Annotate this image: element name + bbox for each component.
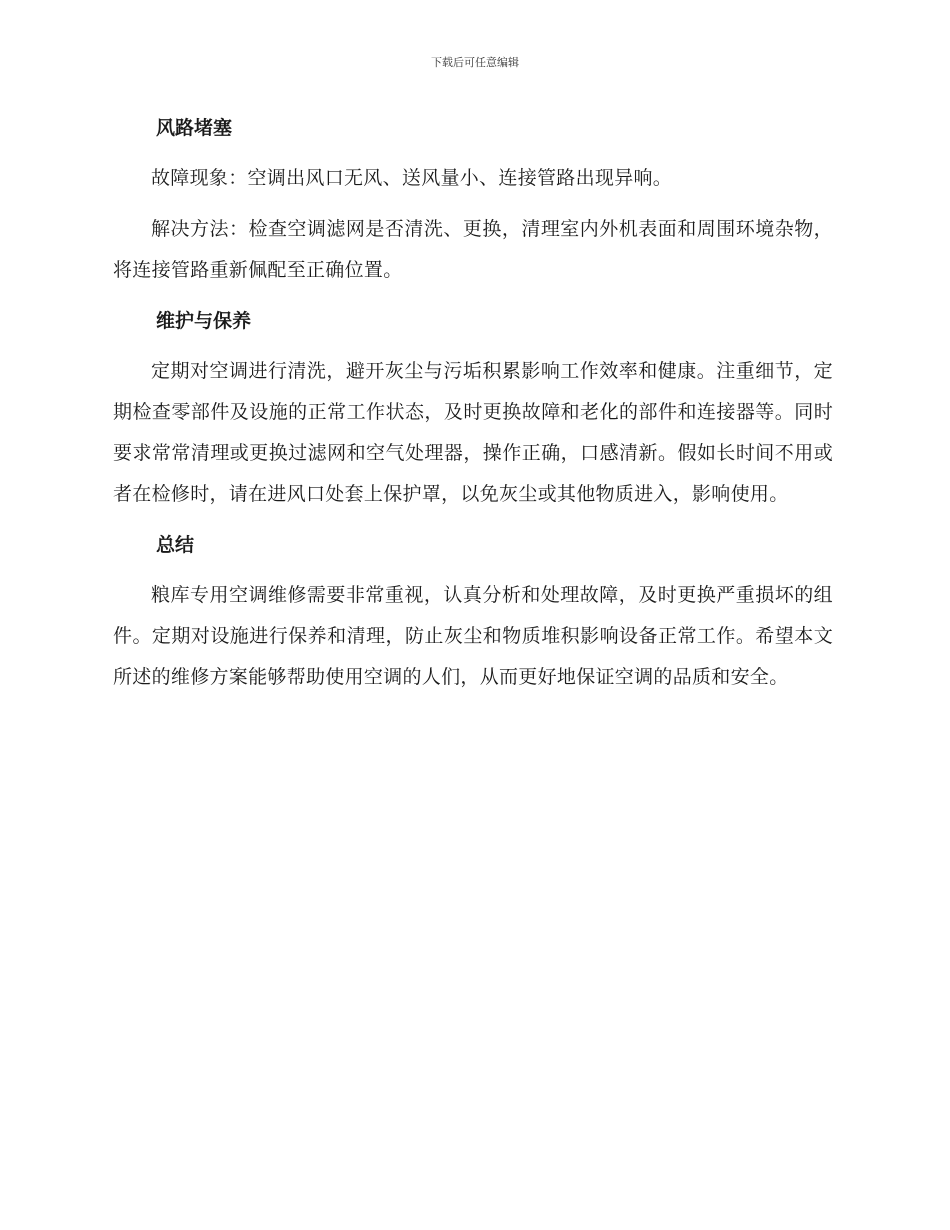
section-title-airflow-blockage: 风路堵塞	[156, 117, 233, 139]
document-body	[113, 108, 833, 708]
paragraph-maintenance: 定期对空调进行清洗，避开灰尘与污垢积累影响工作效率和健康。注重细节，定期检查零部件及设施的正常工作状态，及时更换故障和老化的部件和连接器等。同时要求常常清理或更换过滤网和空气处理器，操作正确，口感清新。假如长时间不用或者在检修时，请在进风口处套上保护罩，以免灰尘或其他物质进入，影响使用。	[113, 360, 833, 505]
paragraph-fault-symptom: 故障现象：空调出风口无风、送风量小、连接管路出现异响。	[151, 167, 673, 189]
paragraph-summary: 粮库专用空调维修需要非常重视，认真分析和处理故障，及时更换严重损坏的组件。定期对设施进行保养和清理，防止灰尘和物质堆积影响设备正常工作。希望本文所述的维修方案能够帮助使用空调的人们，从而更好地保证空调的品质和安全。	[113, 584, 833, 688]
paragraph-solution: 解决方法：检查空调滤网是否清洗、更换，清理室内外机表面和周围环境杂物，将连接管路重新佩配至正确位置。	[113, 218, 833, 281]
section-title-summary: 总结	[156, 534, 195, 556]
section-title-maintenance: 维护与保养	[156, 310, 252, 332]
page-header: 下载后可任意编辑	[431, 56, 519, 69]
